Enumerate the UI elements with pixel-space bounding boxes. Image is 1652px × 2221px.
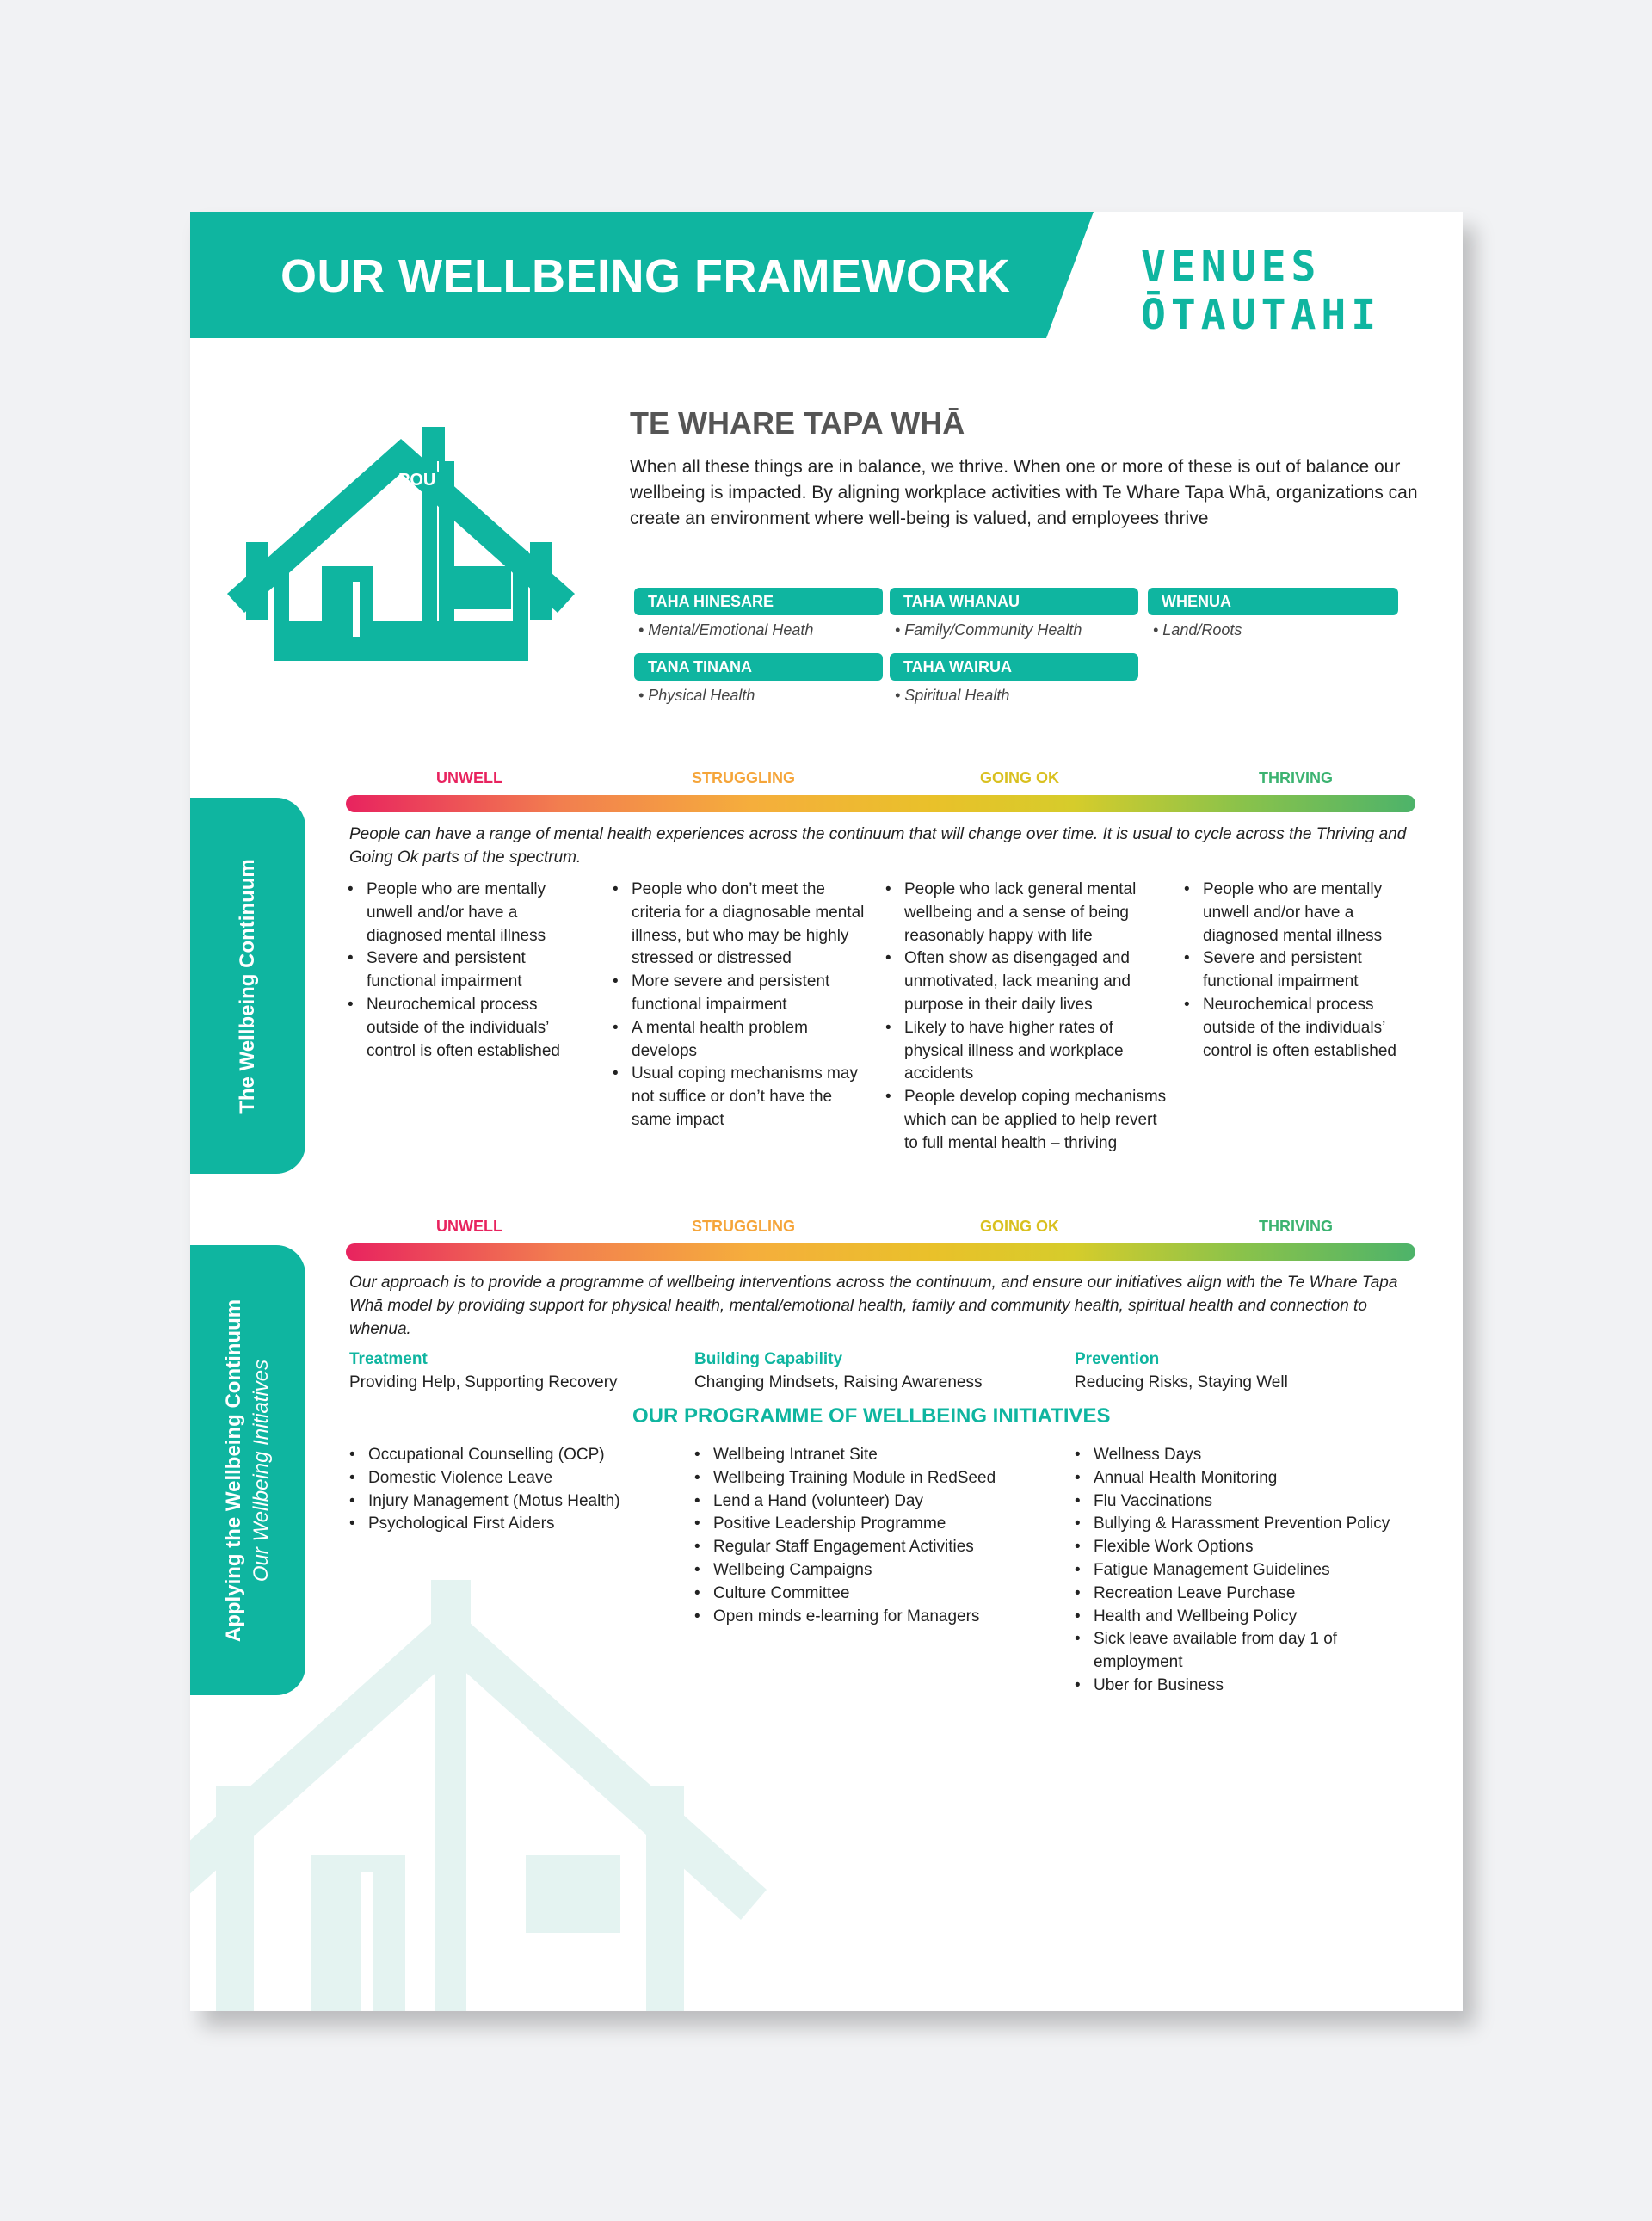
house-base-label: TE WHARE TAPA WHĀ xyxy=(345,663,522,682)
continuum-note: People can have a range of mental health experiences across the continuum that will change over time. It is usual to cycle across the Thriving and Going Ok parts of the spectrum. xyxy=(349,825,1407,867)
scale-going-ok: GOING OK xyxy=(980,769,1060,787)
list-item: • Domestic Violence Leave xyxy=(349,1467,676,1490)
list-item: • Psychological First Aiders xyxy=(349,1513,676,1536)
brand-line-1: VENUES xyxy=(1141,243,1322,291)
list-item: • Wellbeing Intranet Site xyxy=(694,1444,1056,1467)
scale-struggling: STRUGGLING xyxy=(692,1218,795,1235)
continuum-side-tab xyxy=(190,798,305,1174)
list-item: • People who are mentally unwell and/or have a diagnosed mental illness xyxy=(348,879,576,947)
te-whare-title: TE WHARE TAPA WHĀ xyxy=(630,405,965,441)
brand-line-2: ŌTAUTAHI xyxy=(1141,291,1382,339)
page-title: OUR WELLBEING FRAMEWORK xyxy=(280,250,1011,302)
pillar-taha-wairua: TAHA WAIRUA xyxy=(890,653,1138,681)
scale-unwell: UNWELL xyxy=(436,1218,502,1235)
programme-title: OUR PROGRAMME OF WELLBEING INITIATIVES xyxy=(632,1404,1111,1428)
te-whare-intro: When all these things are in balance, we thrive. When one or more of these is out of balance our wellbeing is impacted. By aligning workplace activities with Te Whare Tapa Whā, organizations can create an environment where well-being is valued, and employees thrive xyxy=(630,457,1418,528)
category-treatment-sub: Providing Help, Supporting Recovery xyxy=(349,1373,618,1391)
category-capability-title: Building Capability xyxy=(694,1350,843,1368)
pillar-taha-whanau: TAHA WHANAU xyxy=(890,588,1138,615)
list-item: • People who are mentally unwell and/or have a diagnosed mental illness xyxy=(1184,879,1416,947)
list-item: • More severe and persistent functional impairment xyxy=(613,971,866,1017)
list-item: • Flexible Work Options xyxy=(1075,1536,1427,1559)
list-item: • Wellness Days xyxy=(1075,1444,1427,1467)
pillar-taha-wairua-sub: • Spiritual Health xyxy=(895,687,1010,704)
house-pou-label: POU xyxy=(398,471,436,490)
applying-gradient-bar xyxy=(346,1243,1415,1261)
scale-thriving: THRIVING xyxy=(1259,769,1334,787)
whare-house-icon xyxy=(220,427,582,694)
initiatives-treatment-list xyxy=(349,1444,676,1536)
pillar-whenua: WHENUA xyxy=(1148,588,1398,615)
category-prevention-sub: Reducing Risks, Staying Well xyxy=(1075,1373,1288,1391)
brand-logo xyxy=(1141,243,1381,339)
continuum-side-label: The Wellbeing Continuum xyxy=(236,858,259,1114)
scale-unwell: UNWELL xyxy=(436,769,502,787)
list-item: • People who don’t meet the criteria for a diagnosable mental illness, but who may be highly stressed or distressed xyxy=(613,879,866,971)
watermark-house-icon xyxy=(190,1580,801,2011)
list-item: • Occupational Counselling (OCP) xyxy=(349,1444,676,1467)
list-item: • Positive Leadership Programme xyxy=(694,1513,1056,1536)
list-item: • Usual coping mechanisms may not suffice or don’t have the same impact xyxy=(613,1063,866,1132)
applying-side-label-line1: Applying the Wellbeing Continuum xyxy=(222,1299,245,1642)
scale-thriving: THRIVING xyxy=(1259,1218,1334,1235)
list-item: • Fatigue Management Guidelines xyxy=(1075,1559,1427,1582)
list-item: • Severe and persistent functional impairment xyxy=(348,947,576,994)
list-item: • Lend a Hand (volunteer) Day xyxy=(694,1490,1056,1514)
scale-struggling: STRUGGLING xyxy=(692,769,795,787)
scale-going-ok: GOING OK xyxy=(980,1218,1060,1235)
applying-side-label-line2: Our Wellbeing Initiatives xyxy=(250,1359,273,1582)
category-capability-sub: Changing Mindsets, Raising Awareness xyxy=(694,1373,983,1391)
list-item: • Bullying & Harassment Prevention Policy xyxy=(1075,1513,1427,1536)
continuum-column-unwell xyxy=(348,879,576,1063)
list-item: • A mental health problem develops xyxy=(613,1017,866,1064)
list-item: • Injury Management (Motus Health) xyxy=(349,1490,676,1514)
list-item: • People who lack general mental wellbeing and a sense of being reasonably happy with life xyxy=(885,879,1169,947)
list-item: • Neurochemical process outside of the individuals’ control is often established xyxy=(348,994,576,1063)
list-item: • Uber for Business xyxy=(1075,1675,1427,1698)
list-item: • Severe and persistent functional impairment xyxy=(1184,947,1416,994)
list-item: • Regular Staff Engagement Activities xyxy=(694,1536,1056,1559)
continuum-gradient-bar xyxy=(346,795,1415,812)
pillar-whenua-sub: • Land/Roots xyxy=(1153,621,1242,639)
list-item: • Annual Health Monitoring xyxy=(1075,1467,1427,1490)
list-item: • Flu Vaccinations xyxy=(1075,1490,1427,1514)
list-item: • Neurochemical process outside of the individuals’ control is often established xyxy=(1184,994,1416,1063)
list-item: • Often show as disengaged and unmotivated, lack meaning and purpose in their daily lives xyxy=(885,947,1169,1016)
list-item: • Health and Wellbeing Policy xyxy=(1075,1606,1427,1629)
list-item: • Sick leave available from day 1 of employment xyxy=(1075,1628,1427,1675)
list-item: • Likely to have higher rates of physical illness and workplace accidents xyxy=(885,1017,1169,1086)
header-banner xyxy=(190,212,1094,338)
list-item: • Recreation Leave Purchase xyxy=(1075,1582,1427,1606)
list-item: • Wellbeing Training Module in RedSeed xyxy=(694,1467,1056,1490)
list-item: • Wellbeing Campaigns xyxy=(694,1559,1056,1582)
pillar-tana-tinana: TANA TINANA xyxy=(634,653,883,681)
pillar-taha-hinesare-sub: • Mental/Emotional Heath xyxy=(638,621,814,639)
list-item: • Open minds e-learning for Managers xyxy=(694,1606,1056,1629)
continuum-column-thriving xyxy=(1184,879,1416,1063)
pillar-taha-whanau-sub: • Family/Community Health xyxy=(895,621,1082,639)
applying-note: Our approach is to provide a programme of wellbeing interventions across the continuum, and ensure our initiatives align with the Te Whare Tapa Whā model by providing support for physical health, mental/emotional health, family and community health, spiritual health and connection to whenua. xyxy=(349,1274,1398,1338)
pillar-tana-tinana-sub: • Physical Health xyxy=(638,687,755,704)
category-treatment-title: Treatment xyxy=(349,1350,428,1368)
continuum-column-going-ok xyxy=(885,879,1169,1156)
list-item: • Culture Committee xyxy=(694,1582,1056,1606)
pillar-taha-hinesare: TAHA HINESARE xyxy=(634,588,883,615)
continuum-column-struggling xyxy=(613,879,866,1132)
initiatives-prevention-list xyxy=(1075,1444,1427,1698)
list-item: • People develop coping mechanisms which can be applied to help revert to full mental health – thriving xyxy=(885,1086,1169,1155)
category-prevention-title: Prevention xyxy=(1075,1350,1160,1368)
framework-document xyxy=(190,212,1463,2011)
